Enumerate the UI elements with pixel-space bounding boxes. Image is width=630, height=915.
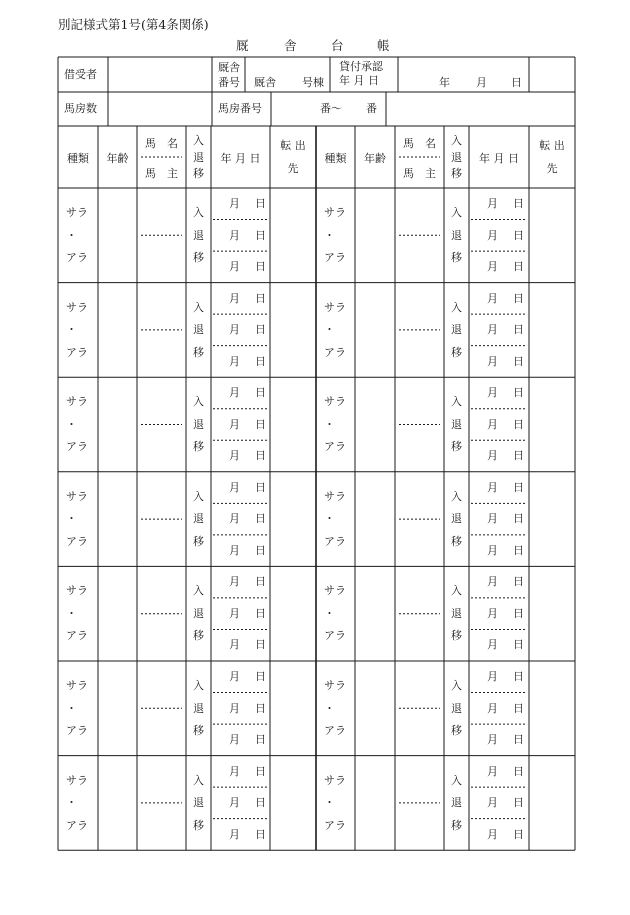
column-type-header: 種類 bbox=[324, 152, 347, 165]
stable-number-label: 番号 bbox=[218, 76, 240, 89]
record-movement-label: 退 bbox=[193, 323, 204, 337]
column-age-header: 年齢 bbox=[106, 152, 129, 165]
record-movement-label: 入 bbox=[451, 773, 462, 787]
stall-range-to: 番 bbox=[366, 102, 377, 115]
record-breed-label: アラ bbox=[66, 251, 88, 264]
record-breed-label: アラ bbox=[66, 440, 88, 454]
record-month-label: 月 bbox=[229, 764, 240, 778]
record-movement-label: 退 bbox=[193, 606, 204, 620]
record-month-label: 月 bbox=[229, 512, 240, 526]
caption: 別記様式第1号(第4条関係) bbox=[58, 17, 209, 32]
record-movement-label: 移 bbox=[451, 629, 462, 643]
record-day-label: 日 bbox=[255, 323, 266, 337]
record-movement-label: 入 bbox=[193, 489, 204, 503]
record-breed-label: アラ bbox=[324, 534, 346, 548]
record-month-label: 月 bbox=[229, 638, 240, 652]
record-month-label: 月 bbox=[229, 701, 240, 715]
column-transfer-header: 転 出 bbox=[539, 139, 565, 152]
record-month-label: 月 bbox=[487, 260, 498, 274]
column-movement-header: 入 bbox=[193, 134, 204, 147]
stable-number-label: 厩舎 bbox=[218, 61, 240, 74]
column-horse-name-header: 馬 名 bbox=[403, 137, 436, 150]
borrower-label: 借受者 bbox=[64, 68, 97, 81]
record-movement-label: 入 bbox=[193, 395, 204, 409]
column-owner-header: 馬 主 bbox=[403, 167, 436, 180]
record-movement-label: 退 bbox=[193, 512, 204, 526]
record-month-label: 月 bbox=[487, 575, 498, 589]
record-breed-label: ・ bbox=[66, 228, 77, 242]
record-breed-label: ・ bbox=[324, 417, 335, 431]
record-day-label: 日 bbox=[255, 449, 266, 463]
record-breed-label: サラ bbox=[324, 300, 346, 314]
loan-approval-label: 貸付承認 bbox=[339, 60, 383, 73]
record-movement-label: 移 bbox=[193, 629, 204, 643]
record-day-label: 日 bbox=[513, 606, 524, 620]
record-month-label: 月 bbox=[229, 606, 240, 620]
record-month-label: 月 bbox=[487, 291, 498, 305]
record-day-label: 日 bbox=[513, 354, 524, 368]
record-day-label: 日 bbox=[513, 796, 524, 810]
record-month-label: 月 bbox=[487, 701, 498, 715]
record-month-label: 月 bbox=[487, 323, 498, 337]
record-movement-label: 入 bbox=[193, 584, 204, 598]
record-breed-label: アラ bbox=[324, 724, 346, 737]
record-day-label: 日 bbox=[255, 670, 266, 683]
record-day-label: 日 bbox=[255, 291, 266, 305]
record-month-label: 月 bbox=[487, 670, 498, 683]
record-movement-label: 入 bbox=[451, 206, 462, 219]
record-breed-label: サラ bbox=[324, 395, 346, 409]
record-day-label: 日 bbox=[255, 480, 266, 494]
record-month-label: 月 bbox=[487, 228, 498, 242]
title-char: 帳 bbox=[377, 38, 390, 53]
record-day-label: 日 bbox=[255, 197, 266, 210]
record-month-label: 月 bbox=[229, 796, 240, 810]
record-breed-label: アラ bbox=[66, 534, 88, 548]
record-day-label: 日 bbox=[513, 260, 524, 274]
stable-building-suffix: 号棟 bbox=[302, 76, 324, 89]
record-movement-label: 移 bbox=[193, 724, 204, 737]
record-breed-label: アラ bbox=[66, 818, 88, 832]
record-month-label: 月 bbox=[229, 417, 240, 431]
column-type-header: 種類 bbox=[67, 152, 89, 165]
record-day-label: 日 bbox=[255, 417, 266, 431]
stall-count-label: 馬房数 bbox=[64, 102, 97, 115]
title-char: 舎 bbox=[284, 38, 297, 53]
loan-approval-label: 年 月 日 bbox=[339, 74, 379, 87]
record-breed-label: ・ bbox=[324, 228, 335, 242]
record-movement-label: 退 bbox=[451, 701, 462, 715]
column-transfer-header: 転 出 bbox=[280, 139, 306, 152]
column-date-header: 年 月 日 bbox=[479, 152, 519, 165]
title-char: 厩 bbox=[236, 38, 249, 53]
record-day-label: 日 bbox=[255, 764, 266, 778]
record-month-label: 月 bbox=[487, 417, 498, 431]
record-breed-label: アラ bbox=[324, 440, 346, 454]
record-month-label: 月 bbox=[229, 354, 240, 368]
record-movement-label: 移 bbox=[193, 251, 204, 264]
record-breed-label: サラ bbox=[66, 489, 88, 503]
record-day-label: 日 bbox=[513, 197, 524, 210]
column-date-header: 年 月 日 bbox=[220, 152, 261, 165]
record-day-label: 日 bbox=[513, 764, 524, 778]
record-breed-label: サラ bbox=[324, 206, 346, 219]
record-breed-label: サラ bbox=[324, 679, 346, 692]
record-movement-label: 退 bbox=[193, 796, 204, 810]
stall-number-label: 馬房番号 bbox=[218, 102, 262, 115]
column-horse-name-header: 馬 名 bbox=[145, 137, 178, 150]
record-day-label: 日 bbox=[255, 228, 266, 242]
record-movement-label: 入 bbox=[451, 395, 462, 409]
record-movement-label: 移 bbox=[451, 818, 462, 832]
record-breed-label: サラ bbox=[66, 773, 88, 787]
record-movement-label: 移 bbox=[193, 345, 204, 359]
record-day-label: 日 bbox=[513, 827, 524, 841]
column-transfer-header: 先 bbox=[287, 162, 299, 175]
record-month-label: 月 bbox=[229, 449, 240, 463]
record-month-label: 月 bbox=[229, 260, 240, 274]
column-movement-header: 移 bbox=[193, 167, 204, 180]
record-day-label: 日 bbox=[513, 543, 524, 557]
record-day-label: 日 bbox=[513, 417, 524, 431]
record-month-label: 月 bbox=[229, 543, 240, 557]
record-month-label: 月 bbox=[229, 733, 240, 747]
record-month-label: 月 bbox=[487, 197, 498, 210]
record-day-label: 日 bbox=[513, 638, 524, 652]
record-movement-label: 入 bbox=[451, 300, 462, 314]
record-movement-label: 退 bbox=[451, 512, 462, 526]
record-day-label: 日 bbox=[255, 543, 266, 557]
record-breed-label: アラ bbox=[324, 629, 346, 643]
record-day-label: 日 bbox=[255, 386, 266, 400]
record-month-label: 月 bbox=[229, 827, 240, 841]
record-movement-label: 入 bbox=[451, 679, 462, 692]
record-breed-label: アラ bbox=[66, 345, 88, 359]
column-age-header: 年齢 bbox=[364, 152, 386, 165]
record-month-label: 月 bbox=[487, 386, 498, 400]
record-month-label: 月 bbox=[229, 386, 240, 400]
record-breed-label: アラ bbox=[66, 724, 88, 737]
record-breed-label: サラ bbox=[66, 679, 88, 692]
record-day-label: 日 bbox=[255, 638, 266, 652]
record-movement-label: 退 bbox=[193, 417, 204, 431]
record-movement-label: 退 bbox=[451, 417, 462, 431]
record-month-label: 月 bbox=[229, 291, 240, 305]
record-movement-label: 入 bbox=[193, 679, 204, 692]
record-day-label: 日 bbox=[513, 449, 524, 463]
record-movement-label: 移 bbox=[451, 345, 462, 359]
column-transfer-header: 先 bbox=[546, 162, 558, 175]
record-movement-label: 入 bbox=[451, 584, 462, 598]
record-breed-label: ・ bbox=[324, 606, 335, 620]
record-movement-label: 移 bbox=[451, 251, 462, 264]
record-month-label: 月 bbox=[229, 575, 240, 589]
record-movement-label: 入 bbox=[193, 300, 204, 314]
record-movement-label: 移 bbox=[451, 724, 462, 737]
record-breed-label: アラ bbox=[66, 629, 88, 643]
column-movement-header: 入 bbox=[451, 134, 462, 147]
record-movement-label: 退 bbox=[451, 796, 462, 810]
record-breed-label: ・ bbox=[66, 701, 77, 715]
record-movement-label: 退 bbox=[451, 606, 462, 620]
record-breed-label: ・ bbox=[324, 796, 335, 810]
record-movement-label: 入 bbox=[451, 489, 462, 503]
record-month-label: 月 bbox=[487, 638, 498, 652]
stall-range-from: 番〜 bbox=[320, 102, 342, 115]
record-day-label: 日 bbox=[513, 228, 524, 242]
record-breed-label: サラ bbox=[324, 773, 346, 787]
record-breed-label: ・ bbox=[66, 512, 77, 526]
record-day-label: 日 bbox=[513, 670, 524, 683]
record-movement-label: 移 bbox=[451, 440, 462, 454]
record-day-label: 日 bbox=[513, 512, 524, 526]
record-breed-label: アラ bbox=[324, 251, 346, 264]
record-month-label: 月 bbox=[487, 796, 498, 810]
record-month-label: 月 bbox=[487, 512, 498, 526]
record-day-label: 日 bbox=[255, 827, 266, 841]
record-movement-label: 退 bbox=[193, 701, 204, 715]
record-breed-label: ・ bbox=[66, 417, 77, 431]
record-breed-label: ・ bbox=[324, 323, 335, 337]
record-breed-label: アラ bbox=[324, 345, 346, 359]
record-breed-label: アラ bbox=[324, 818, 346, 832]
record-month-label: 月 bbox=[487, 733, 498, 747]
record-breed-label: サラ bbox=[66, 206, 88, 219]
approval-day: 日 bbox=[511, 76, 522, 89]
record-breed-label: ・ bbox=[324, 512, 335, 526]
record-breed-label: ・ bbox=[66, 606, 77, 620]
record-breed-label: ・ bbox=[324, 701, 335, 715]
record-breed-label: サラ bbox=[324, 489, 346, 503]
record-day-label: 日 bbox=[513, 386, 524, 400]
record-breed-label: ・ bbox=[66, 796, 77, 810]
record-movement-label: 移 bbox=[193, 818, 204, 832]
record-day-label: 日 bbox=[513, 575, 524, 589]
record-movement-label: 移 bbox=[451, 534, 462, 548]
record-day-label: 日 bbox=[513, 323, 524, 337]
record-month-label: 月 bbox=[487, 449, 498, 463]
record-month-label: 月 bbox=[229, 480, 240, 494]
record-day-label: 日 bbox=[513, 291, 524, 305]
record-movement-label: 移 bbox=[193, 440, 204, 454]
record-day-label: 日 bbox=[255, 512, 266, 526]
column-movement-header: 退 bbox=[193, 150, 204, 164]
stable-building-prefix: 厩舎 bbox=[254, 76, 276, 89]
record-movement-label: 入 bbox=[193, 206, 204, 219]
approval-month: 月 bbox=[476, 76, 487, 89]
column-owner-header: 馬 主 bbox=[145, 167, 178, 180]
record-month-label: 月 bbox=[487, 480, 498, 494]
record-month-label: 月 bbox=[487, 354, 498, 368]
record-breed-label: サラ bbox=[66, 395, 88, 409]
record-day-label: 日 bbox=[255, 796, 266, 810]
record-breed-label: サラ bbox=[324, 584, 346, 598]
record-month-label: 月 bbox=[487, 543, 498, 557]
record-day-label: 日 bbox=[255, 733, 266, 747]
record-day-label: 日 bbox=[513, 701, 524, 715]
record-breed-label: サラ bbox=[66, 300, 88, 314]
record-breed-label: サラ bbox=[66, 584, 88, 598]
record-movement-label: 入 bbox=[193, 773, 204, 787]
record-day-label: 日 bbox=[255, 701, 266, 715]
record-day-label: 日 bbox=[255, 606, 266, 620]
record-day-label: 日 bbox=[255, 260, 266, 274]
record-month-label: 月 bbox=[229, 670, 240, 683]
record-month-label: 月 bbox=[487, 827, 498, 841]
record-day-label: 日 bbox=[513, 733, 524, 747]
record-day-label: 日 bbox=[255, 575, 266, 589]
record-day-label: 日 bbox=[255, 354, 266, 368]
record-movement-label: 移 bbox=[193, 534, 204, 548]
column-movement-header: 退 bbox=[451, 150, 462, 164]
record-month-label: 月 bbox=[229, 197, 240, 210]
record-breed-label: ・ bbox=[66, 323, 77, 337]
record-month-label: 月 bbox=[487, 764, 498, 778]
record-month-label: 月 bbox=[229, 228, 240, 242]
title-char: 台 bbox=[331, 38, 344, 53]
record-month-label: 月 bbox=[487, 606, 498, 620]
record-movement-label: 退 bbox=[193, 228, 204, 242]
column-movement-header: 移 bbox=[451, 167, 462, 180]
record-month-label: 月 bbox=[229, 323, 240, 337]
record-movement-label: 退 bbox=[451, 323, 462, 337]
record-day-label: 日 bbox=[513, 480, 524, 494]
record-movement-label: 退 bbox=[451, 228, 462, 242]
approval-year: 年 bbox=[439, 76, 450, 89]
